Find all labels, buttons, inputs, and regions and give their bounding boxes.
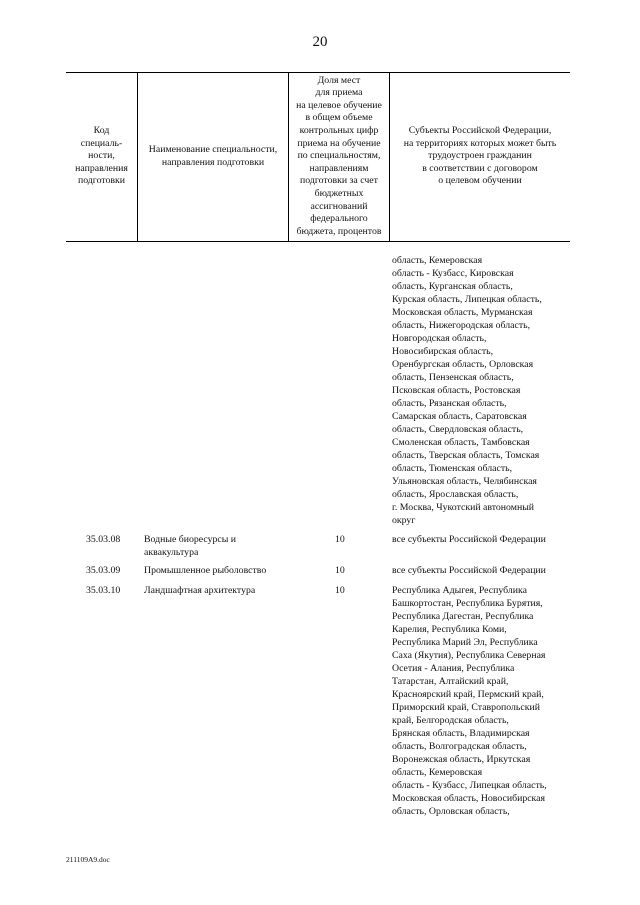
row-code: 35.03.08: [86, 534, 121, 545]
row-name: Водные биоресурсы и аквакультура: [144, 534, 237, 558]
continuation-subjects: область, Кемеровская область - Кузбасс, Кировская область, Курганская область, Курская область, Липецкая область, Московская область, Мурманская область, Нижегородская область, Новгородская область, Новосибирская область, Оренбургская область, Орловская область, Пензенская область, Псковская область, Ростовская область, Рязанская область, Самарская область, Саратовская область, Свердловская область, Смоленская область, Тамбовская область, Тверская область, Томская область, Тюменская область, Ульяновская область, Челябинская область, Ярославская область, г. Москва, Чукотский автономный округ: [392, 255, 542, 526]
row-share: 10: [335, 534, 345, 545]
header-code: [66, 72, 137, 241]
footer-filename: 211109A9.doc: [66, 855, 110, 864]
table-header-bottom-rule: [66, 241, 570, 242]
header-share-text: Доля мест для приема на целевое обучение в общем объеме контрольных цифр приема на обучение по специальностям, направлениям подготовки за счет бюджетных ассигнований федерального бюджета, процентов: [296, 74, 382, 237]
row-code: 35.03.09: [86, 565, 121, 576]
header-share: [289, 72, 389, 241]
header-name: [138, 72, 288, 241]
row-name: Промышленное рыболовство: [144, 565, 267, 576]
row-share: 10: [335, 585, 345, 596]
header-subjects-text: Субъекты Российской Федерации, на территориях которых может быть трудоустроен гражданин в соответствии с договором о целевом обучении: [403, 125, 557, 187]
header-code-text: Код специаль- ности, направления подготовки: [75, 125, 128, 187]
header-name-text: Наименование специальности, направления подготовки: [148, 143, 278, 168]
row-code: 35.03.10: [86, 585, 121, 596]
row-subjects: все субъекты Российской Федерации: [392, 534, 546, 545]
page-number: 20: [312, 34, 328, 50]
row-subjects: все субъекты Российской Федерации: [392, 565, 546, 576]
row-share: 10: [335, 565, 345, 576]
header-subjects: [390, 72, 570, 241]
row-subjects: Республика Адыгея, Республика Башкортостан, Республика Бурятия, Республика Дагестан, Республика Карелия, Республика Коми, Республика Марий Эл, Республика Саха (Якутия), Республика Северная Осетия - Алания, Республика Татарстан, Алтайский край, Красноярский край, Пермский край, Приморский край, Ставропольский край, Белгородская область, Брянская область, Владимирская область, Волгоградская область, Воронежская область, Иркутская область, Кемеровская область - Кузбасс, Липецкая область, Московская область, Новосибирская область, Орловская область,: [392, 585, 547, 817]
row-name: Ландшафтная архитектура: [144, 585, 256, 596]
